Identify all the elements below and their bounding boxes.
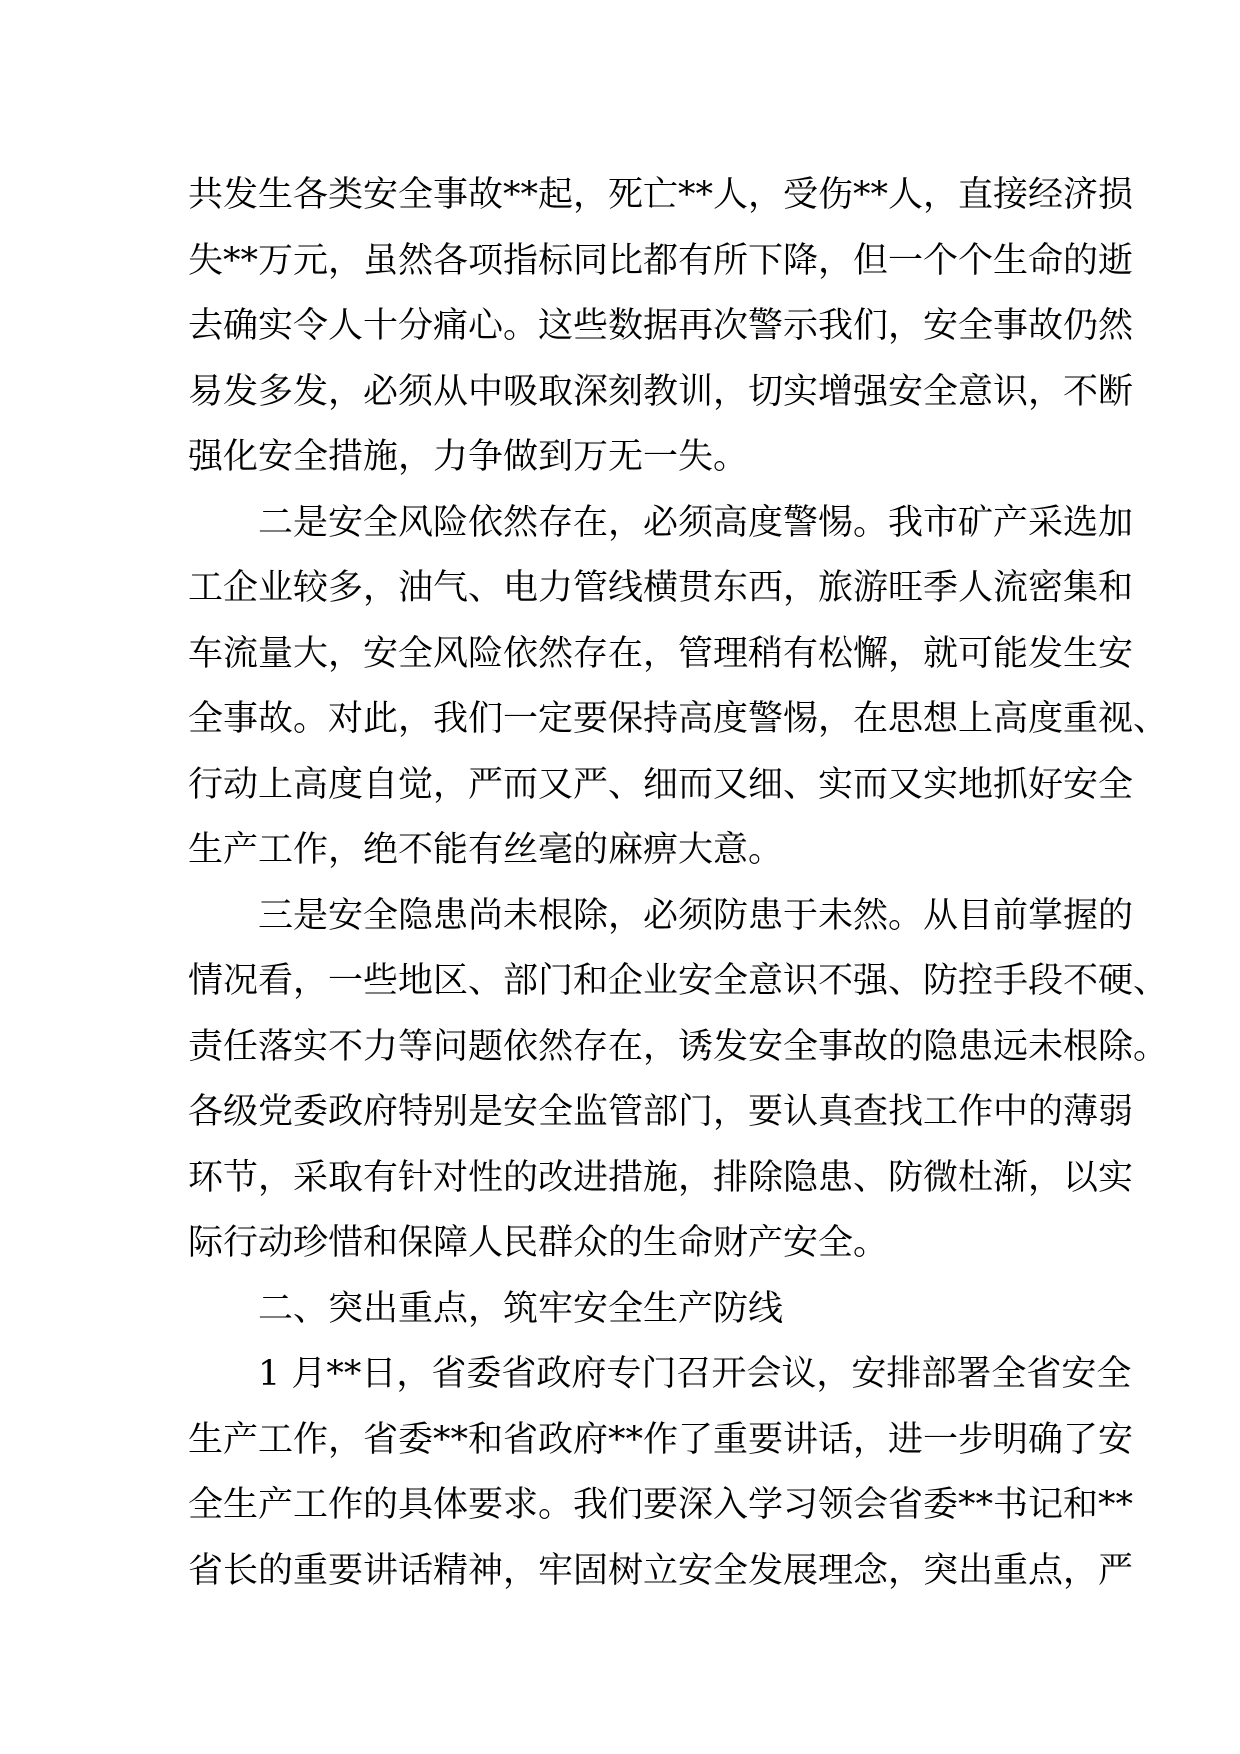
text-line: 全生产工作的具体要求。我们要深入学习领会省委**书记和** bbox=[188, 1485, 1134, 1525]
text-line: 生产工作，省委**和省政府**作了重要讲话，进一步明确了安 bbox=[188, 1419, 1134, 1460]
text-line: 二是安全风险依然存在，必须高度警惕。我市矿产采选加 bbox=[258, 502, 1134, 543]
text-line: 省长的重要讲话精神，牢固树立安全发展理念，突出重点，严 bbox=[188, 1550, 1134, 1591]
paragraph bbox=[188, 491, 1169, 884]
text-line: 共发生各类安全事故**起，死亡**人，受伤**人，直接经济损 bbox=[188, 175, 1134, 215]
text-line: 1 月**日，省委省政府专门召开会议，安排部署全省安全 bbox=[258, 1354, 1132, 1394]
text-line: 全事故。对此，我们一定要保持高度警惕，在思想上高度重视、 bbox=[188, 699, 1169, 739]
text-line: 车流量大，安全风险依然存在，管理稍有松懈，就可能发生安 bbox=[188, 633, 1134, 674]
text-line: 易发多发，必须从中吸取深刻教训，切实增强安全意识，不断 bbox=[188, 371, 1134, 412]
section-heading bbox=[188, 1277, 1068, 1343]
document-page bbox=[188, 163, 1169, 1604]
heading-text: 二、突出重点，筑牢安全生产防线 bbox=[258, 1288, 784, 1329]
text-line: 生产工作，绝不能有丝毫的麻痹大意。 bbox=[188, 830, 784, 870]
text-line: 去确实令人十分痛心。这些数据再次警示我们，安全事故仍然 bbox=[188, 306, 1134, 346]
text-line: 各级党委政府特别是安全监管部门，要认真查找工作中的薄弱 bbox=[188, 1092, 1134, 1132]
text-line: 际行动珍惜和保障人民群众的生命财产安全。 bbox=[188, 1223, 889, 1263]
text-line: 三是安全隐患尚未根除，必须防患于未然。从目前掌握的 bbox=[258, 895, 1134, 936]
paragraph bbox=[188, 1342, 1134, 1604]
text-line: 情况看，一些地区、部门和企业安全意识不强、防控手段不硬、 bbox=[188, 961, 1169, 1001]
text-line: 环节，采取有针对性的改进措施，排除隐患、防微杜渐，以实 bbox=[188, 1157, 1134, 1198]
paragraph bbox=[188, 163, 1134, 491]
text-line: 责任落实不力等问题依然存在，诱发安全事故的隐患远未根除。 bbox=[188, 1026, 1169, 1067]
text-line: 强化安全措施，力争做到万无一失。 bbox=[188, 437, 749, 477]
paragraph bbox=[188, 884, 1169, 1277]
text-line: 失**万元，虽然各项指标同比都有所下降，但一个个生命的逝 bbox=[188, 240, 1134, 281]
text-line: 行动上高度自觉，严而又严、细而又细、实而又实地抓好安全 bbox=[188, 764, 1134, 805]
text-line: 工企业较多，油气、电力管线横贯东西，旅游旺季人流密集和 bbox=[188, 568, 1134, 608]
